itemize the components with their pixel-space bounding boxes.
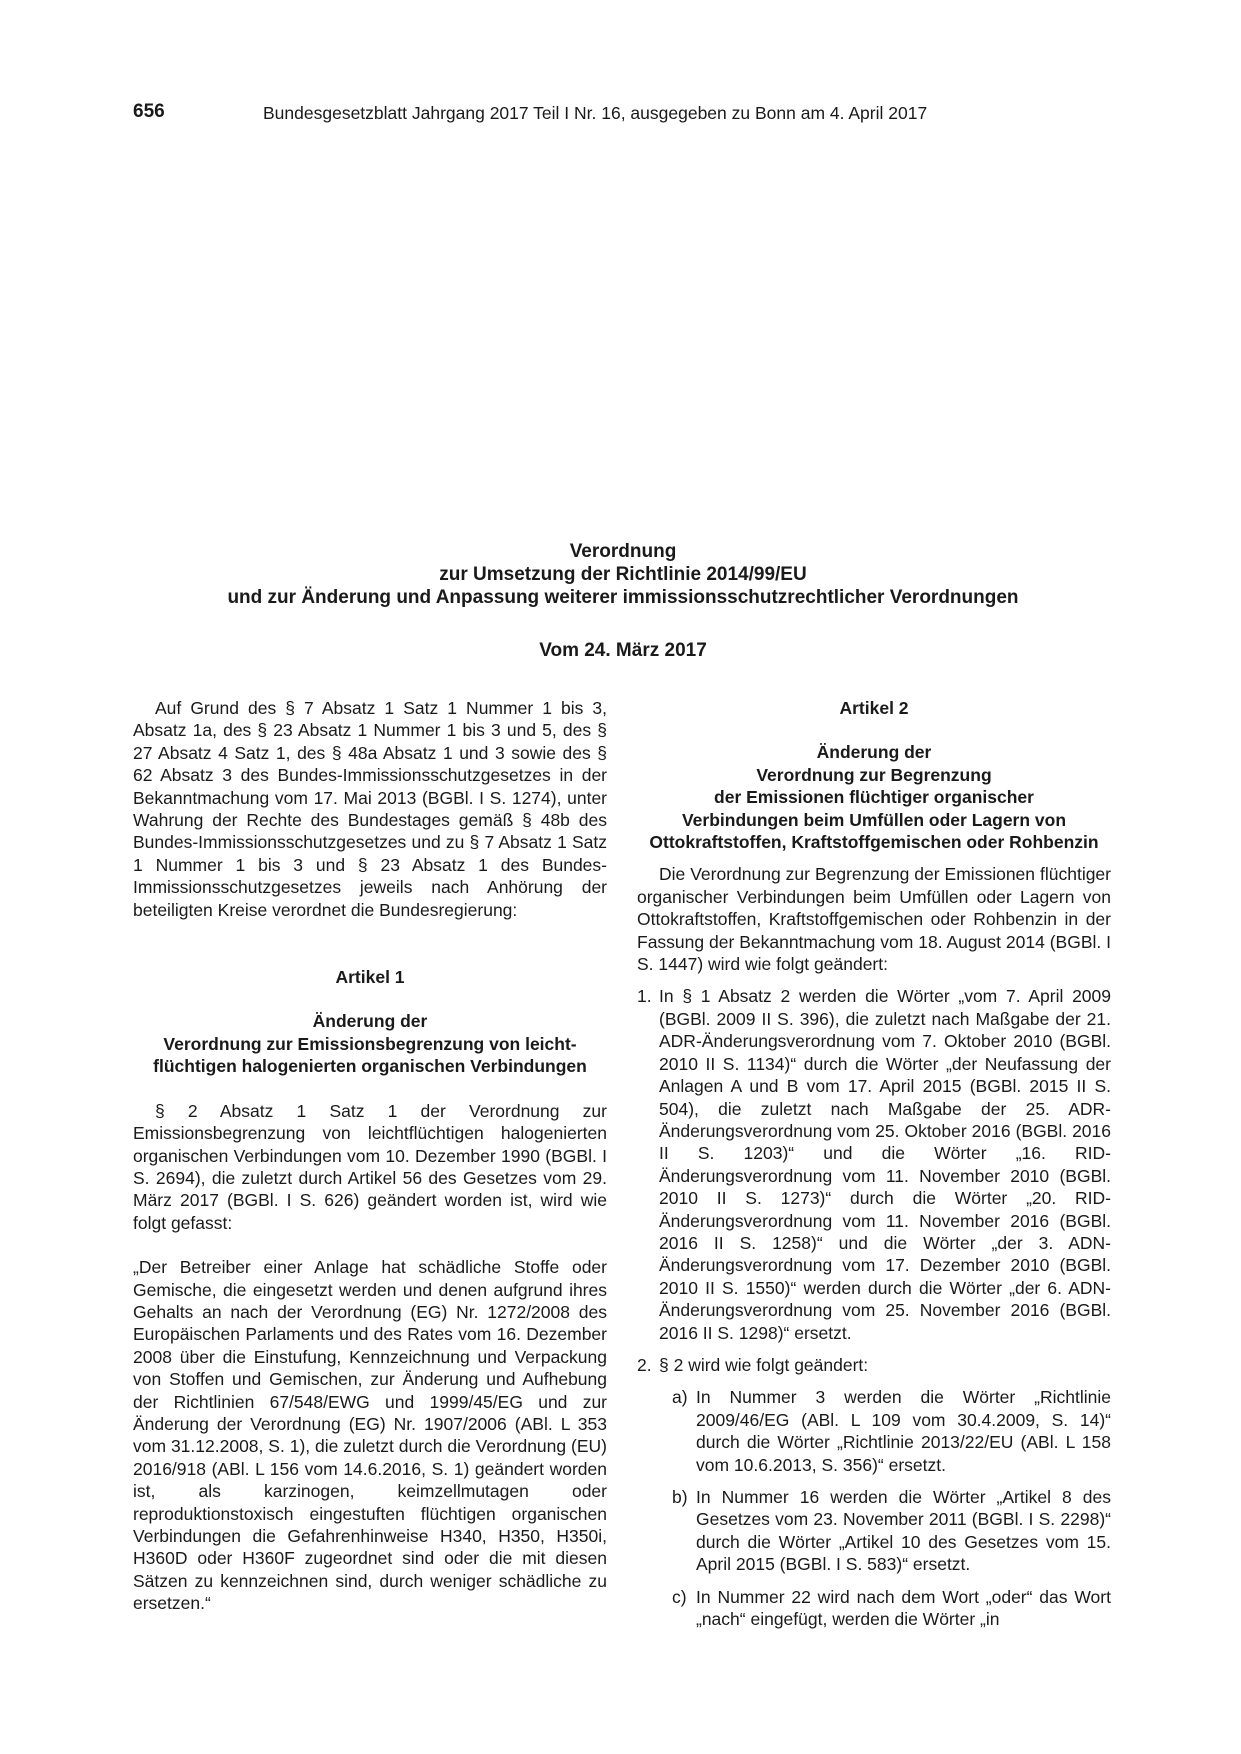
artikel-2-subtitle-3: der Emissionen flüchtiger organischer [714,787,1034,808]
artikel-2-subtitle-1: Änderung der [816,742,932,763]
artikel-1-subtitle-2: Verordnung zur Emissionsbegrenzung von leicht- [163,1033,577,1054]
list-item-letter: a) [672,1387,688,1408]
list-item [637,985,1111,1344]
artikel-1-subtitle-1: Änderung der [312,1011,428,1032]
artikel-1-quote: „Der Betreiber einer Anlage hat schädliche Stoffe oder Gemische, die eingesetzt werden und denen aufgrund ihres Gehalts an nach der Verordnung (EG) Nr. 1272/2008 des Europäischen Parlaments und des Rates vom 16. Dezember 2008 über die Einstufung, Kennzeichnung und Verpackung von Stoffen und Gemischen, zur Änderung und Aufhebung der Richtlinien 67/548/EWG und 1999/45/EG und zur Änderung der Verordnung (EG) Nr. 1907/2006 (ABl. L 353 vom 31.12.2008, S. 1), die zuletzt durch die Verordnung (EU) 2016/918 (ABl. L 156 vom 14.6.2016, S. 1) geändert worden ist, als karzinogen, keimzellmutagen oder reproduktionstoxisch eingestuften flüchtigen organischen Verbindungen die Gefahrenhinweise H340, H350, H350i, H360D oder H360F zugeordnet sind oder die mit diesen Sätzen zu kennzeichnen sind, durch weniger schädliche zu ersetzen.“ [133,1257,607,1614]
list-item-letter: c) [672,1586,687,1607]
list-item-number: 1. [637,986,652,1007]
page-number: 656 [133,101,165,122]
list-item-letter: b) [672,1487,688,1507]
list-item [637,1386,1111,1476]
artikel-2-subtitle-4: Verbindungen beim Umfüllen oder Lagern von [681,809,1067,830]
title-line-2: zur Umsetzung der Richtlinie 2014/99/EU [439,564,807,585]
artikel-1-subtitle-3: flüchtigen halogenierten organischen Verbindungen [153,1056,587,1077]
artikel-2-sublist [637,1386,1111,1630]
artikel-2-heading [637,697,1111,853]
artikel-2-list [637,985,1111,1376]
artikel-1-intro: § 2 Absatz 1 Satz 1 der Verordnung zur Emissionsbegrenzung von leichtflüchtigen halogenierten organischen Verbindungen vom 10. Dezember 1990 (BGBl. I S. 2694), die zuletzt durch Artikel 56 des Gesetzes vom 29. März 2017 (BGBl. I S. 626) geändert worden ist, wird wie folgt gefasst: [133,1100,607,1233]
list-item-text: § 2 wird wie folgt geändert: [659,1354,869,1375]
title-line-3: und zur Änderung und Anpassung weiterer immissionsschutzrechtlicher Verordnungen [227,587,1019,608]
artikel-1-label: Artikel 1 [335,967,405,988]
artikel-1-heading [133,966,607,1078]
left-column [133,697,607,1615]
list-item-number: 2. [637,1354,652,1375]
artikel-2-intro: Die Verordnung zur Begrenzung der Emissionen flüchtiger organischer Verbindungen beim Umfüllen oder Lagern von Ottokraftstoffen, Kraftstoffgemischen oder Rohbenzin in der Fassung der Bekanntmachung vom 18. August 2014 (BGBl. I S. 1447) wird wie folgt geändert: [637,864,1111,975]
artikel-2-subtitle-2: Verordnung zur Begrenzung [756,764,992,785]
title-block [133,540,1113,662]
list-item-text: In Nummer 3 werden die Wörter „Richtlinie 2009/46/EG (ABl. L 109 vom 30.4.2009, S. 14)“ durch die Wörter „Richtlinie 2013/22/EU (ABl. L 158 vom 10.6.2013, S. 356)“ ersetzt. [696,1387,1111,1475]
list-item [637,1354,1111,1376]
ordinance-date: Vom 24. März 2017 [539,640,707,661]
list-item-text: In Nummer 16 werden die Wörter „Artikel 8 des Gesetzes vom 23. November 2011 (BGBl. I S. 2298)“ durch die Wörter „Artikel 10 des Gesetzes vom 15. April 2015 (BGBl. I S. 583)“ ersetzt. [696,1487,1111,1575]
right-column [637,697,1111,1630]
list-item [637,1586,1111,1631]
artikel-2-label: Artikel 2 [839,698,909,718]
list-item-text: In Nummer 22 wird nach dem Wort „oder“ das Wort „nach“ eingefügt, werden die Wörter „in [696,1586,1111,1630]
preamble: Auf Grund des § 7 Absatz 1 Satz 1 Nummer 1 bis 3, Absatz 1a, des § 23 Absatz 1 Nummer 1 bis 3 und 5, des § 27 Absatz 4 Satz 1, des § 48a Absatz 1 und 3 sowie des § 62 Absatz 3 des Bundes-Immissionsschutzgesetzes in der Bekanntmachung vom 17. Mai 2013 (BGBl. I S. 1274), unter Wahrung der Rechte des Bundestages gemäß § 48b des Bundes-Immissionsschutzgesetzes und zu § 7 Absatz 1 Satz 1 Nummer 1 bis 3 und § 23 Absatz 1 des Bundes-Immissionsschutzgesetzes jeweils nach Anhörung der beteiligten Kreise verordnet die Bundesregierung: [133,698,607,920]
list-item-text: In § 1 Absatz 2 werden die Wörter „vom 7. April 2009 (BGBl. 2009 II S. 396), die zuletzt nach Maßgabe der 21. ADR-Änderungsverordnung vom 7. Oktober 2010 (BGBl. 2010 II S. 1134)“ durch die Wörter „der Neufassung der Anlagen A und B vom 17. April 2015 (BGBl. 2015 II S. 504), die zuletzt nach Maßgabe der 25. ADR-Änderungsverordnung vom 25. Oktober 2016 (BGBl. 2016 II S. 1203)“ und die Wörter „16. RID-Änderungsverordnung vom 11. November 2010 (BGBl. 2010 II S. 1273)“ durch die Wörter „20. RID-Änderungsverordnung vom 11. November 2016 (BGBl. 2016 II S. 1258)“ und die Wörter „der 3. ADN-Änderungsverordnung vom 17. Dezember 2010 (BGBl. 2010 II S. 1550)“ werden durch die Wörter „der 6. ADN-Änderungsverordnung vom 25. November 2016 (BGBl. 2016 II S. 1298)“ ersetzt. [659,986,1111,1343]
artikel-2-subtitle-5: Ottokraftstoffen, Kraftstoffgemischen oder Rohbenzin [649,832,1099,853]
journal-line: Bundesgesetzblatt Jahrgang 2017 Teil I Nr. 16, ausgegeben zu Bonn am 4. April 2017 [263,103,928,123]
list-item [637,1486,1111,1576]
title-line-1: Verordnung [569,541,677,562]
